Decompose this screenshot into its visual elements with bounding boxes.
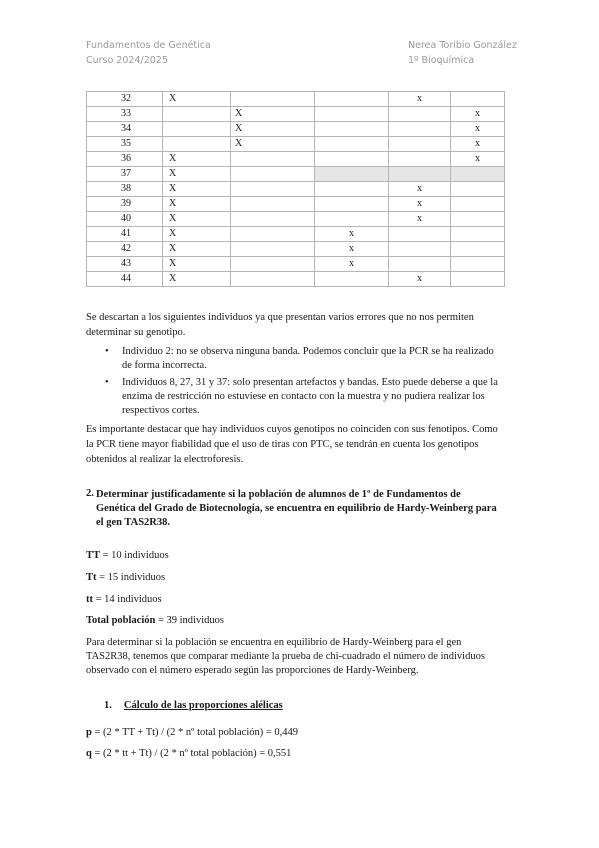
table-cell <box>451 257 505 272</box>
individual-id-cell: 41 <box>87 227 163 242</box>
table-cell <box>231 167 315 182</box>
table-cell: X <box>163 167 231 182</box>
count-total: Total población = 39 individuos <box>86 615 224 626</box>
individual-id-cell: 32 <box>87 92 163 107</box>
table-cell <box>389 137 451 152</box>
method-paragraph: Para determinar si la población se encuentra en equilibrio de Hardy-Weinberg para el gen TAS2R38, tenemos que comparar mediante la prueba de chi-cuadrado el número de individuos observado con el número esperado según las proporciones de Hardy-Weinberg. <box>86 637 485 676</box>
table-cell <box>231 227 315 242</box>
header-right <box>408 38 517 68</box>
table-cell <box>231 197 315 212</box>
individual-id-cell: 44 <box>87 272 163 287</box>
course-name: Fundamentos de Genética <box>86 40 211 51</box>
table-row <box>87 197 505 212</box>
table-cell <box>315 92 389 107</box>
table-cell: x <box>389 92 451 107</box>
table-row <box>87 182 505 197</box>
table-cell <box>231 212 315 227</box>
table-cell <box>315 152 389 167</box>
count-tt-hetero: Tt = 15 individuos <box>86 572 166 583</box>
table-cell: X <box>231 122 315 137</box>
individual-id-cell: 39 <box>87 197 163 212</box>
table-cell <box>315 182 389 197</box>
table-row <box>87 122 505 137</box>
table-cell <box>389 167 451 182</box>
header-left <box>86 38 211 68</box>
bullet-icon: • <box>105 377 109 388</box>
table-cell <box>389 122 451 137</box>
individual-id-cell: 36 <box>87 152 163 167</box>
table-cell <box>389 152 451 167</box>
table-cell <box>163 107 231 122</box>
table-cell <box>315 197 389 212</box>
table-cell: X <box>163 257 231 272</box>
table-cell: x <box>315 242 389 257</box>
table-cell <box>315 272 389 287</box>
table-cell <box>451 212 505 227</box>
count-tt-recessive: tt = 14 individuos <box>86 594 162 605</box>
section-heading: 1. Cálculo de las proporciones alélicas <box>104 700 283 711</box>
table-row <box>87 257 505 272</box>
question-number: 2. <box>86 488 94 499</box>
table-cell: X <box>163 152 231 167</box>
table-cell <box>451 272 505 287</box>
table-cell: X <box>163 92 231 107</box>
individual-id-cell: 37 <box>87 167 163 182</box>
table-cell <box>315 107 389 122</box>
table-cell <box>451 242 505 257</box>
table-cell: x <box>315 227 389 242</box>
individual-id-cell: 43 <box>87 257 163 272</box>
individual-id-cell: 38 <box>87 182 163 197</box>
table-cell: X <box>231 107 315 122</box>
table-cell <box>315 122 389 137</box>
table-cell <box>231 182 315 197</box>
table-cell: X <box>163 212 231 227</box>
table-cell <box>451 182 505 197</box>
program-name: 1º Bioquímica <box>408 55 475 66</box>
table-row <box>87 272 505 287</box>
individual-id-cell: 33 <box>87 107 163 122</box>
table-cell <box>315 137 389 152</box>
table-cell <box>451 92 505 107</box>
question-text: Determinar justificadamente si la población de alumnos de 1º de Fundamentos de Genética del Grado de Biotecnología, se encuentra en equilibrio de Hardy-Weinberg para el gen TAS2R38. <box>96 489 497 528</box>
table-cell: x <box>315 257 389 272</box>
table-cell: X <box>231 137 315 152</box>
table-row <box>87 242 505 257</box>
table-cell: X <box>163 227 231 242</box>
table-cell: x <box>389 197 451 212</box>
table-row <box>87 227 505 242</box>
table-row <box>87 92 505 107</box>
individual-id-cell: 35 <box>87 137 163 152</box>
individual-id-cell: 42 <box>87 242 163 257</box>
table-cell: X <box>163 182 231 197</box>
table-row <box>87 137 505 152</box>
table-cell <box>231 257 315 272</box>
table-cell <box>389 242 451 257</box>
table-cell <box>451 167 505 182</box>
count-tt-dominant: TT = 10 individuos <box>86 550 169 561</box>
table-row <box>87 167 505 182</box>
table-cell <box>451 197 505 212</box>
table-cell <box>451 227 505 242</box>
table-cell <box>389 257 451 272</box>
table-cell <box>315 167 389 182</box>
table-cell: X <box>163 197 231 212</box>
discard-list <box>86 345 506 421</box>
table-row <box>87 212 505 227</box>
course-year: Curso 2024/2025 <box>86 55 168 66</box>
formula-p: p = (2 * TT + Tt) / (2 * nº total población) = 0,449 <box>86 727 299 738</box>
individual-id-cell: 40 <box>87 212 163 227</box>
table-cell <box>231 152 315 167</box>
genotype-table <box>86 91 505 287</box>
author-name: Nerea Toribio González <box>408 40 517 51</box>
table-cell: X <box>163 242 231 257</box>
table-cell <box>163 137 231 152</box>
table-cell: x <box>451 122 505 137</box>
table-cell: x <box>451 107 505 122</box>
note-paragraph: Es importante destacar que hay individuos cuyos genotipos no coinciden con sus fenotipos. Como la PCR tiene mayor fiabilidad que el uso de tiras con PTC, se tendrán en cuenta los genotipos obtenidos al realizar la electroforesis. <box>86 424 498 465</box>
table-cell: x <box>389 272 451 287</box>
table-cell <box>231 92 315 107</box>
table-cell: x <box>389 212 451 227</box>
bullet-icon: • <box>105 346 109 357</box>
table-row <box>87 107 505 122</box>
table-cell <box>163 122 231 137</box>
list-item: • Individuo 2: no se observa ninguna banda. Podemos concluir que la PCR se ha realizado de forma incorrecta. <box>105 346 494 371</box>
table-cell <box>231 272 315 287</box>
table-cell: x <box>451 137 505 152</box>
table-cell <box>315 212 389 227</box>
table-cell <box>231 242 315 257</box>
list-item: • Individuos 8, 27, 31 y 37: solo presentan artefactos y bandas. Esto puede deberse a que la enzima de restricción no estuviese en contacto con la muestra y no pudiera realizar los respectivos cortes. <box>105 377 498 416</box>
table-cell: X <box>163 272 231 287</box>
formula-q: q = (2 * tt + Tt) / (2 * nº total población) = 0,551 <box>86 748 292 759</box>
discard-intro: Se descartan a los siguientes individuos ya que presentan varios errores que no nos permiten determinar su genotipo. <box>86 312 474 338</box>
table-cell: x <box>451 152 505 167</box>
table-cell: x <box>389 182 451 197</box>
table-cell <box>389 227 451 242</box>
table-row <box>87 152 505 167</box>
individual-id-cell: 34 <box>87 122 163 137</box>
table-cell <box>389 107 451 122</box>
